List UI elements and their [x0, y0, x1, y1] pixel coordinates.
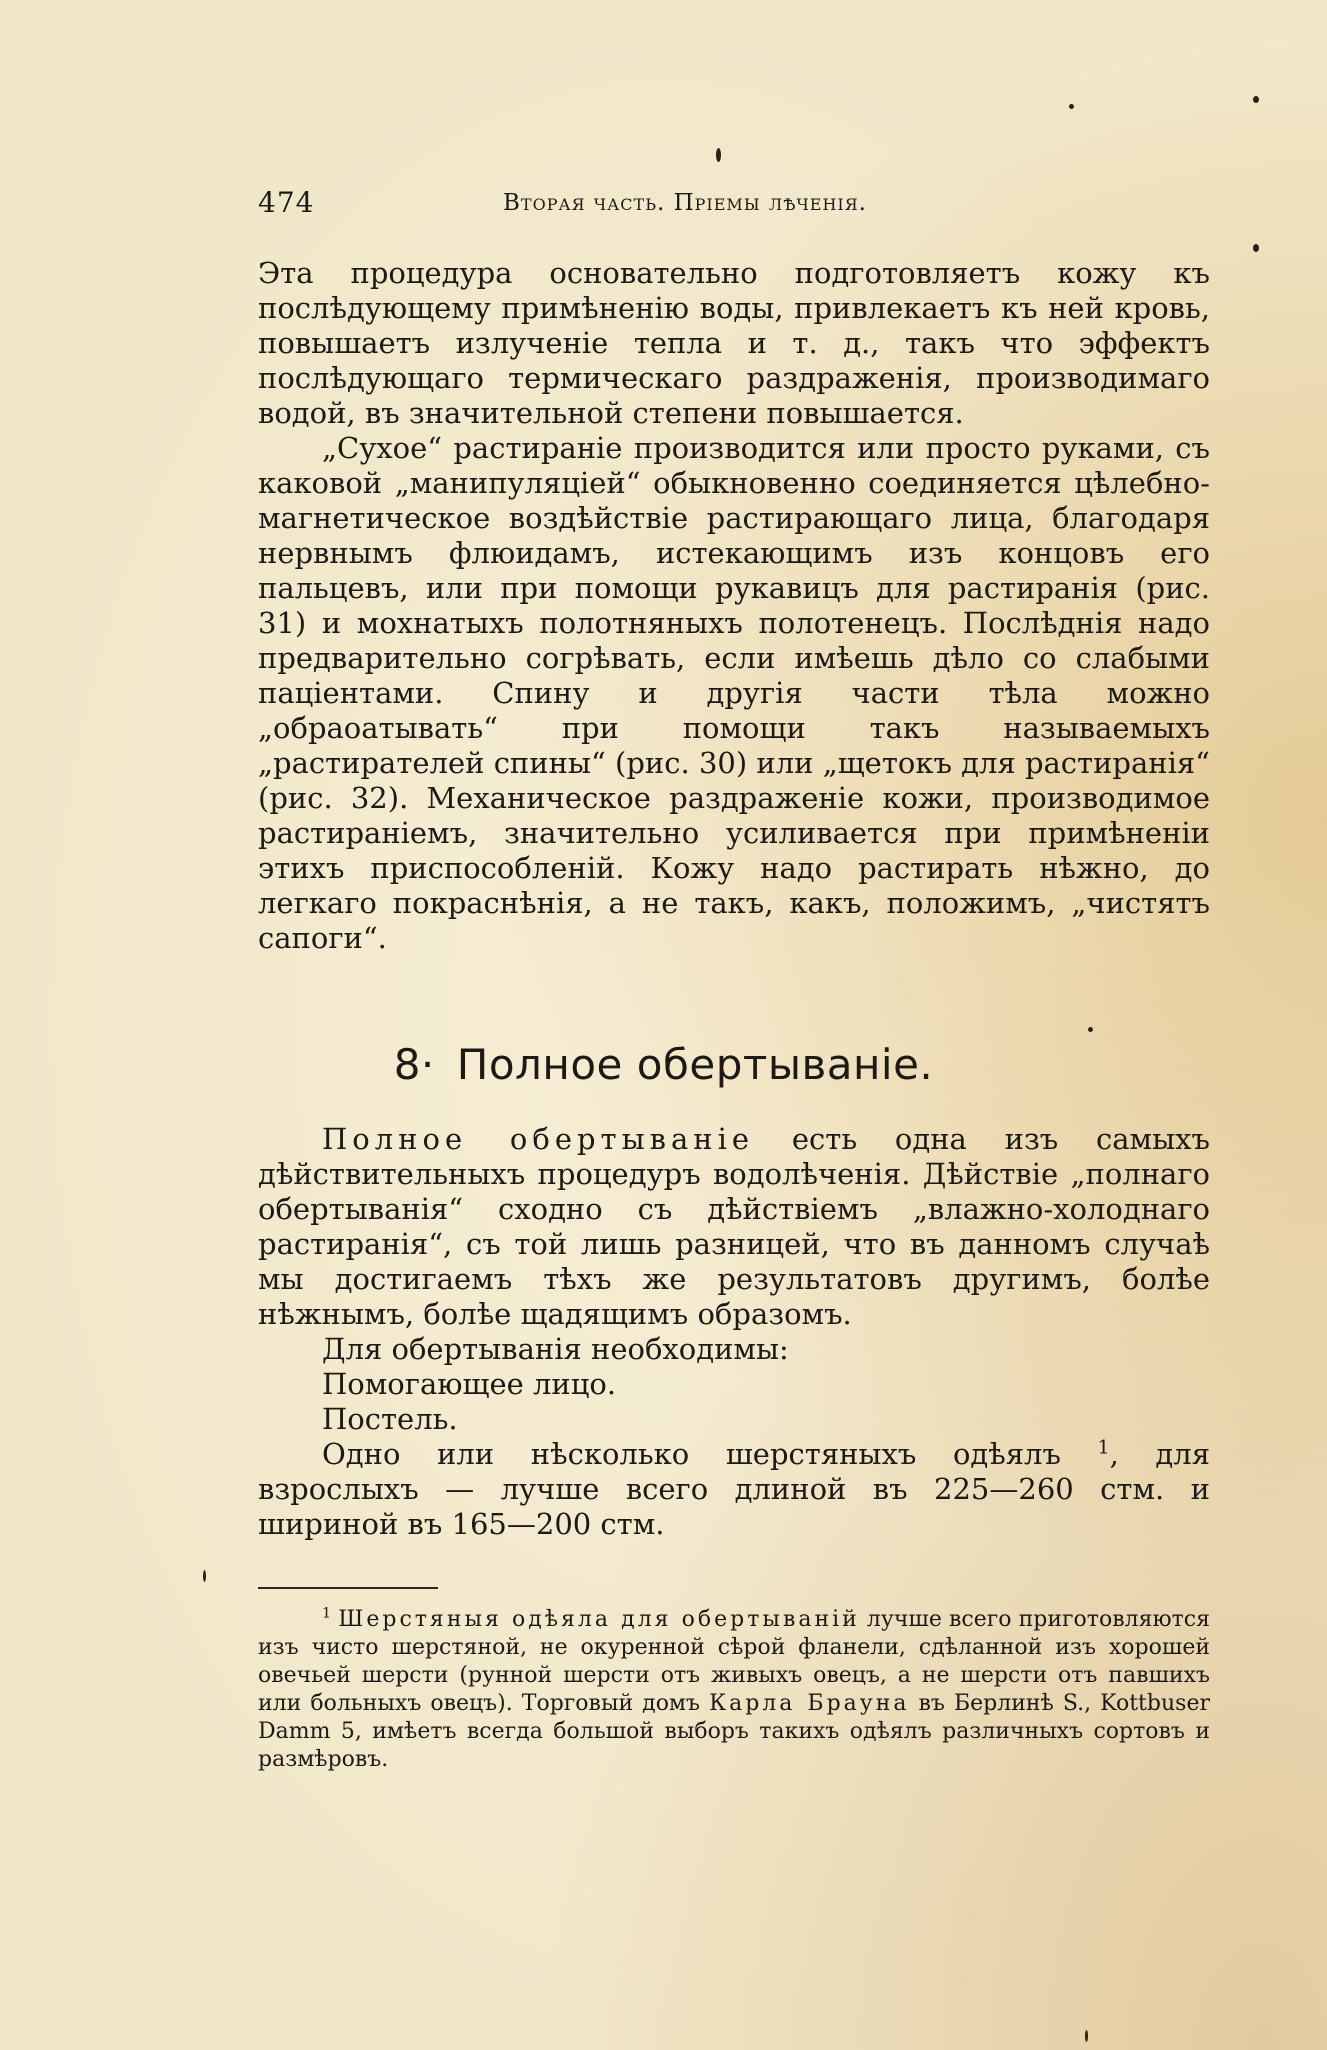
section-number: 8·	[393, 1040, 435, 1089]
print-speck	[716, 148, 721, 162]
section-heading	[0, 1040, 1327, 1089]
running-title: Вторая часть. Пріемы лѣченія.	[503, 190, 867, 216]
list-item-text: , для взрослыхъ — лучше всего длиной въ 225—260 стм. и шириной въ 165—200 стм.	[258, 1437, 1211, 1541]
paragraph: Эта процедура основательно подготовляетъ кожу къ послѣдующему примѣненію воды, привлекаетъ къ ней кровь, повышаетъ излученіе тепла и т. д., такъ что эффектъ послѣдующаго термическаго раздраженія, производимаго водой, въ значительной степени повышается.	[258, 256, 1210, 430]
body-text-top	[258, 256, 1210, 956]
footnote-body: лучше всего приготовляются изъ чисто шерстяной, не окуренной сѣрой фланели, сдѣланной изъ хорошей овечьей шерсти (рунной шерсти отъ живыхъ овецъ, а не шерсти отъ павшихъ или больныхъ овецъ). Торговый домъ	[258, 1607, 1210, 1716]
running-head	[258, 186, 1258, 226]
footnote	[258, 1606, 1210, 1774]
footnote-reference: 1	[1097, 1437, 1110, 1459]
list-item	[258, 1437, 1210, 1542]
footnote-body: въ Берлинѣ S., Kottbuser Damm 5, имѣетъ всегда большой выборъ такихъ одѣялъ различныхъ сортовъ и размѣровъ.	[258, 1691, 1210, 1772]
list-item-text: Одно или нѣсколько шерстяныхъ одѣялъ	[322, 1437, 1061, 1471]
page-number: 474	[258, 186, 315, 219]
print-speck	[1069, 104, 1074, 109]
emphasized-term: Полное обертываніе	[322, 1122, 755, 1156]
footnote-marker: 1	[322, 1605, 332, 1622]
print-speck	[203, 1570, 206, 1582]
requirements-list	[258, 1332, 1210, 1542]
body-text-section	[258, 1122, 1210, 1332]
footnote-text	[258, 1606, 1210, 1774]
list-item: Помогающее лицо.	[322, 1367, 617, 1401]
print-speck	[1088, 1027, 1093, 1032]
footnote-divider	[258, 1587, 438, 1589]
print-speck	[1253, 244, 1259, 252]
footnote-name: Карла Брауна	[709, 1691, 910, 1716]
footnote-lead: Шерстяныя одѣяла для обертываній	[338, 1607, 860, 1632]
paragraph	[258, 1122, 1210, 1332]
section-title: Полное обертываніе.	[456, 1040, 934, 1089]
paragraph-text: есть одна изъ самыхъ дѣйствительныхъ процедуръ водолѣченія. Дѣйствіе „полнаго обертыванія“ сходно съ дѣйствіемъ „влажно-холоднаго растиранія“, съ той лишь разницей, что въ данномъ случаѣ мы достигаемъ тѣхъ же результатовъ другимъ, болѣе нѣжнымъ, болѣе щадящимъ образомъ.	[258, 1122, 1210, 1331]
list-item: Постель.	[322, 1402, 458, 1436]
list-intro: Для обертыванія необходимы:	[322, 1332, 789, 1366]
print-speck	[1253, 96, 1259, 103]
paragraph: „Сухое“ растираніе производится или просто руками, съ каковой „манипуляціей“ обыкновенно соединяется цѣлебно-магнетическое воздѣйствіе растирающаго лица, благодаря нервнымъ флюидамъ, истекающимъ изъ концовъ его пальцевъ, или при помощи рукавицъ для растиранія (рис. 31) и мохнатыхъ полотняныхъ полотенецъ. Послѣднія надо предварительно согрѣвать, если имѣешь дѣло со слабыми паціентами. Спину и другія части тѣла можно „обраоатывать“ при помощи такъ называемыхъ „растирателей спины“ (рис. 30) или „щетокъ для растиранія“ (рис. 32). Механическое раздраженіе кожи, производимое растираніемъ, значительно усиливается при примѣненіи этихъ приспособленій. Кожу надо растирать нѣжно, до легкаго покраснѣнія, а не такъ, какъ, положимъ, „чистятъ сапоги“.	[258, 431, 1210, 955]
print-speck	[1085, 2030, 1088, 2042]
